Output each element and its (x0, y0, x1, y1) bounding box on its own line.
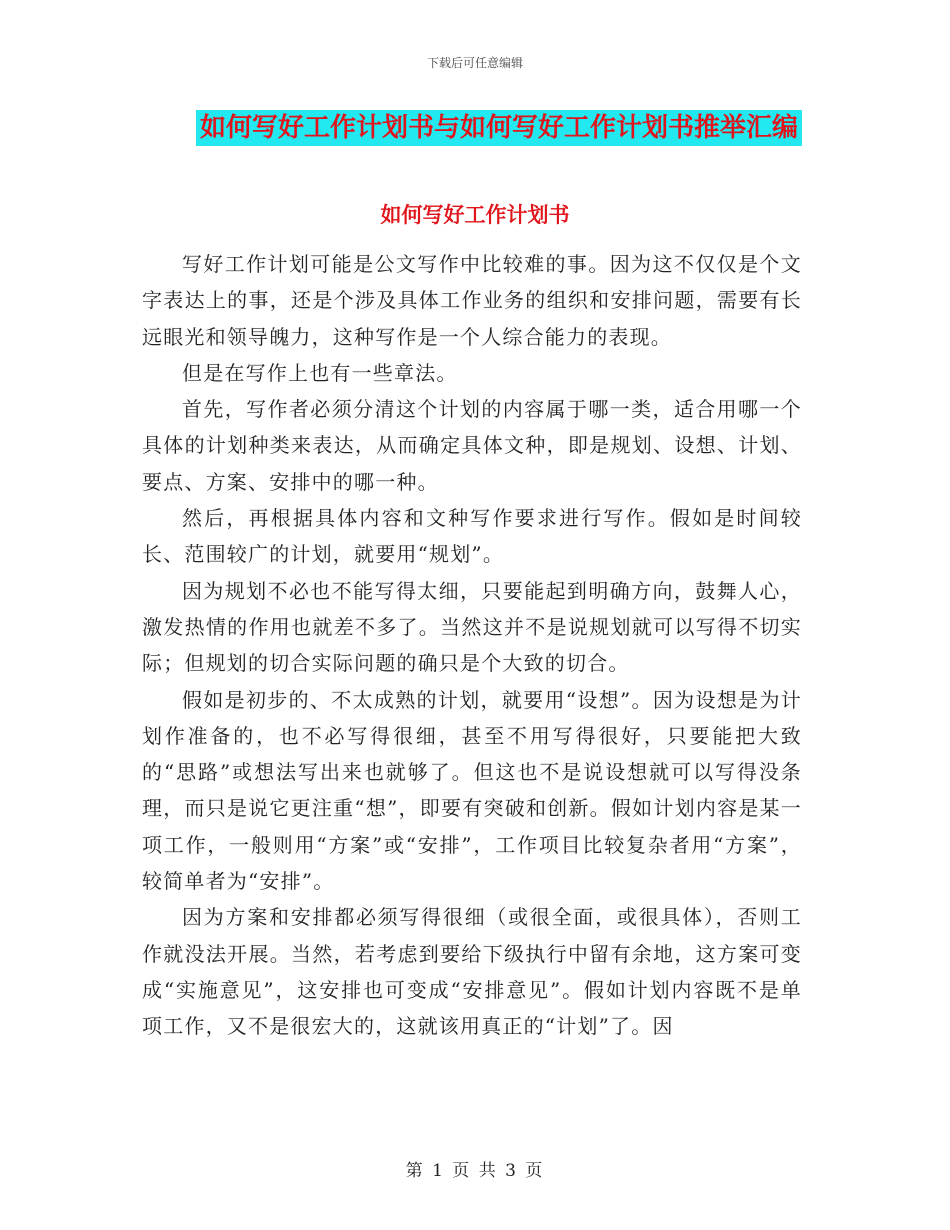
paragraph-2: 但是在写作上也有一些章法。 (182, 360, 458, 385)
paragraph-6: 假如是初步的、不太成熟的计划，就要用“设想”。因为设想是为计划作准备的，也不必写得很细，甚至不用写得很好，只要能把大致的“思路”或想法写出来也就够了。但这也不是说设想就可以写得没条理，而只是说它更注重“想”，即要有突破和创新。假如计划内容是某一项工作，一般则用“方案”或“安排”，工作项目比较复杂者用“方案”，较简单者为“安排”。 (142, 687, 802, 894)
paragraph-7: 因为方案和安排都必须写得很细（或很全面，或很具体），否则工作就没法开展。当然，若考虑到要给下级执行中留有余地，这方案可变成“实施意见”，这安排也可变成“安排意见”。假如计划内容既不是单项工作，又不是很宏大的，这就该用真正的“计划”了。因 (142, 905, 802, 1039)
page-header: 下载后可任意编辑 (426, 56, 523, 70)
section-title: 如何写好工作计划书 (380, 202, 570, 227)
paragraph-4: 然后，再根据具体内容和文种写作要求进行写作。假如是时间较长、范围较广的计划，就要用“规划”。 (142, 506, 802, 567)
paragraph-3: 首先，写作者必须分清这个计划的内容属于哪一类，适合用哪一个具体的计划种类来表达，从而确定具体文种，即是规划、设想、计划、要点、方案、安排中的哪一种。 (142, 397, 802, 494)
main-title: 如何写好工作计划书与如何写好工作计划书推举汇编 (196, 110, 802, 146)
paragraph-1: 写好工作计划可能是公文写作中比较难的事。因为这不仅仅是个文字表达上的事，还是个涉及具体工作业务的组织和安排问题，需要有长远眼光和领导魄力，这种写作是一个人综合能力的表现。 (142, 252, 802, 349)
main-title-container (0, 110, 950, 146)
document-body (142, 246, 802, 1045)
paragraph-5: 因为规划不必也不能写得太细，只要能起到明确方向，鼓舞人心，激发热情的作用也就差不多了。当然这并不是说规划就可以写得不切实际；但规划的切合实际问题的确只是个大致的切合。 (142, 578, 802, 676)
page-footer: 第 1 页 共 3 页 (405, 1161, 545, 1181)
